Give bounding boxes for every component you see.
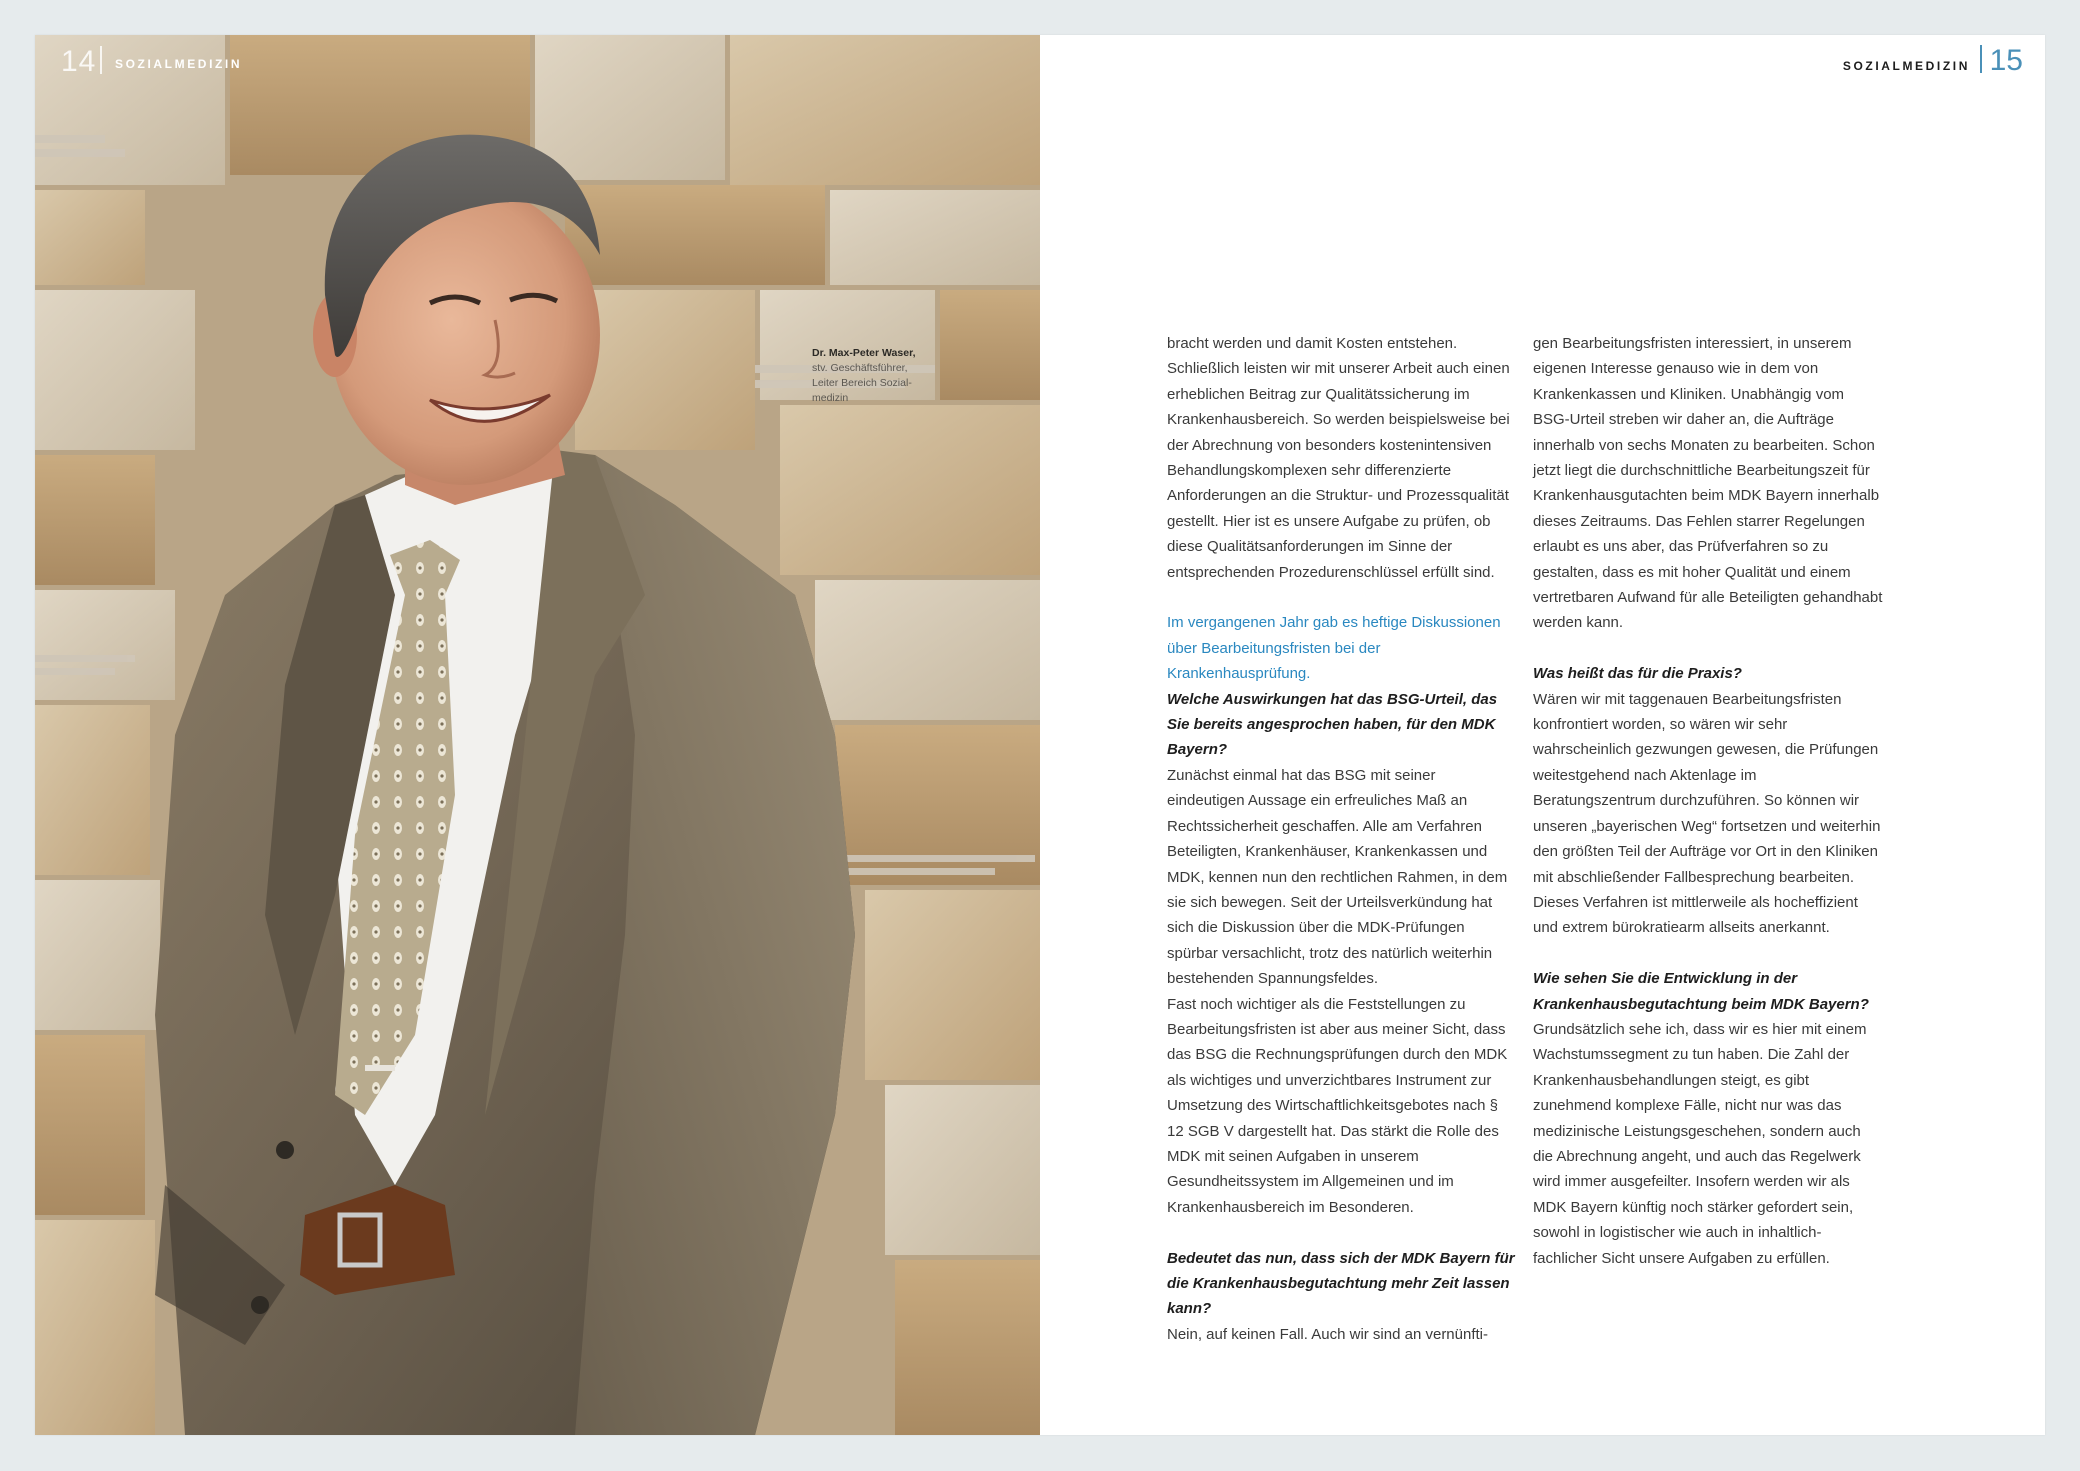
answer: Nein, auf keinen Fall. Auch wir sind an vernünfti- — [1167, 1325, 1488, 1343]
answer: Fast noch wichtiger als die Feststellungen zu Bearbeitungsfristen ist aber aus meiner Sicht, dass das BSG die Rechnungsprüfungen durch den MDK als wichtiges und unverzichtbares Instrument zur Umsetzung des Wirtschaftlichkeitsgebotes nach § 12 SGB V dargestellt hat. Das stärkt die Rolle des MDK mit seinen Aufgaben in unserem Gesundheitssystem im Allgemeinen und im Krankenhausbereich im Besonderen. — [1167, 995, 1508, 1216]
caption-name: Dr. Max-Peter Waser, — [812, 347, 916, 359]
right-page — [1040, 35, 2045, 1435]
question: Welche Auswirkungen hat das BSG-Urteil, das Sie bereits angesprochen haben, für den MDK Bayern? — [1167, 690, 1498, 759]
section-label-right: SOZIALMEDIZIN — [1842, 59, 1970, 73]
intro-paragraph: Im vergangenen Jahr gab es heftige Diskussionen über Bearbeitungsfristen bei der Krankenhausprüfung. — [1167, 614, 1501, 683]
portrait-photo — [35, 35, 1040, 1435]
magazine-spread — [35, 35, 2045, 1435]
paragraph: bracht werden und damit Kosten entstehen. Schließlich leisten wir mit unserer Arbeit auch einen erheblichen Beitrag zur Qualitätssicherung im Krankenhausbereich. So werden beispielsweise bei der Abrechnung von besonders kostenintensiven Behandlungskomplexen sehr differenzierte Anforderungen an die Struktur- und Prozessqualität gestellt. Hier ist es unsere Aufgabe zu prüfen, ob diese Qualitätsanforderungen im Sinne der entsprechenden Prozedurenschlüssel erfüllt sind. — [1167, 335, 1510, 581]
answer: Zunächst einmal hat das BSG mit seiner eindeutigen Aussage ein erfreuliches Maß an Rechtssicherheit geschaffen. Alle am Verfahren Beteiligten, Krankenhäuser, Krankenkassen und MDK, kennen nun den rechtlichen Rahmen, in dem sie sich bewegen. Seit der Urteilsverkündung hat sich die Diskussion über die MDK-Prüfungen spürbar versachlicht, trotz des natürlich weiterhin bestehenden Spannungsfeldes. — [1167, 766, 1508, 988]
question: Was heißt das für die Praxis? — [1533, 665, 1742, 683]
page-number-right: 15 — [1980, 44, 2023, 78]
page-number-left: 14 — [61, 45, 108, 79]
question: Bedeutet das nun, dass sich der MDK Bayern für die Krankenhausbegutachtung mehr Zeit lassen kann? — [1167, 1249, 1515, 1318]
text-column-1 — [1167, 331, 1517, 1347]
paragraph: gen Bearbeitungsfristen interessiert, in unserem eigenen Interesse genauso wie in dem von Krankenkassen und Kliniken. Unabhängig vom BSG-Urteil streben wir daher an, die Aufträge innerhalb von sechs Monaten zu bearbeiten. Schon jetzt liegt die durchschnittliche Bearbeitungszeit für Krankenhausgutachten beim MDK Bayern innerhalb dieses Zeitraums. Das Fehlen starrer Regelungen erlaubt es uns aber, das Prüfverfahren so zu gestalten, dass es mit hoher Qualität und einem vertretbaren Aufwand für alle Beteiligten gehandhabt werden kann. — [1533, 335, 1883, 632]
photo-caption — [812, 346, 932, 406]
left-page — [35, 35, 1040, 1435]
section-label-left: SOZIALMEDIZIN — [115, 57, 243, 71]
caption-role: stv. Geschäftsführer, Leiter Bereich Sozialmedizin — [812, 362, 912, 404]
answer: Wären wir mit taggenauen Bearbeitungsfristen konfrontiert worden, so wären wir sehr wahrscheinlich gezwungen gewesen, die Prüfungen weitestgehend nach Aktenlage im Beratungszentrum durchzuführen. So können wir unseren „bayerischen Weg“ fortsetzen und weiterhin den größten Teil der Aufträge vor Ort in den Kliniken mit abschließender Fallbesprechung bearbeiten. Dieses Verfahren ist mittlerweile als hocheffizient und extrem bürokratiearm allseits anerkannt. — [1533, 690, 1881, 937]
text-column-2 — [1533, 331, 1883, 1271]
answer: Grundsätzlich sehe ich, dass wir es hier mit einem Wachstumssegment zu tun haben. Die Zahl der Krankenhausbehandlungen steigt, es gibt zunehmend komplexe Fälle, nicht nur was das medizinische Leistungsgeschehen, sondern auch die Abrechnung angeht, und auch das Regelwerk wird immer ausgefeilter. Insofern werden wir als MDK Bayern künftig noch stärker gefordert sein, sowohl in logistischer wie auch in inhaltlich-fachlicher Sicht unsere Aufgaben zu erfüllen. — [1533, 1020, 1867, 1267]
question: Wie sehen Sie die Entwicklung in der Krankenhausbegutachtung beim MDK Bayern? — [1533, 970, 1869, 1013]
